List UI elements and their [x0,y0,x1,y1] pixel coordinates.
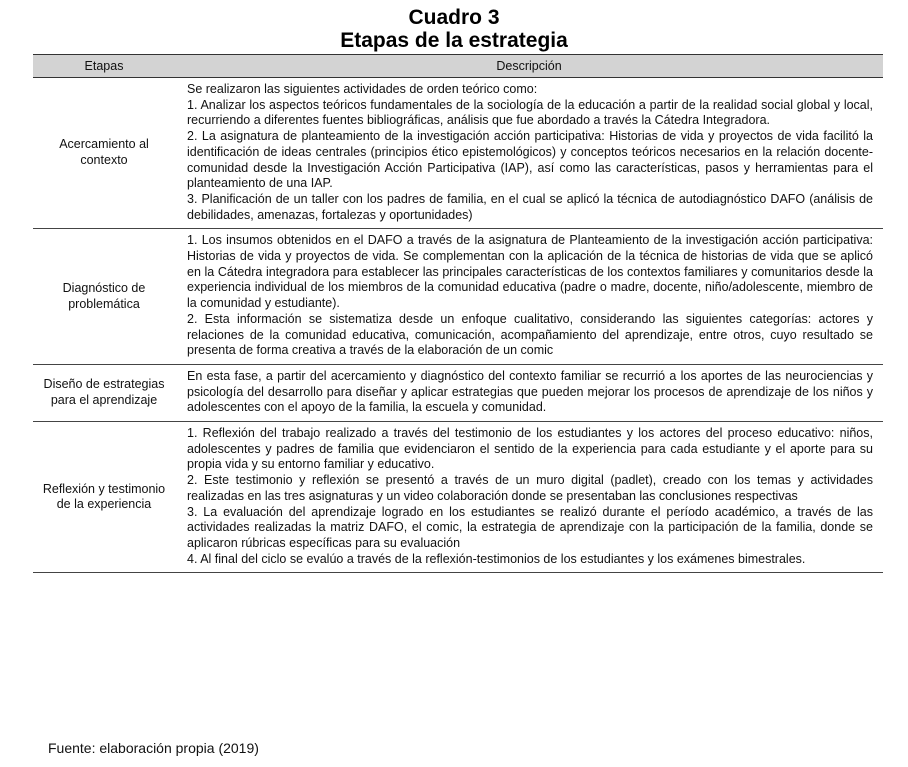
description-line: En esta fase, a partir del acercamiento y diagnóstico del contexto familiar se recurrió a los aportes de las neurociencias y psicología del desarrollo para diseñar y aplicar estrategias que pueden mejorar los procesos de aprendizaje de los niños y adolescentes con el apoyo de la familia, la escuela y comunidad. [187,368,873,415]
stage-label: Diseño de estrategias para el aprendizaje [43,377,165,407]
description-line: 3. La evaluación del aprendizaje logrado en los estudiantes se realizó durante el período académico, a través de las actividades realizadas la matriz DAFO, el comic, la estrategia de aprendizaje con la participación de la familia, donde se aplicaron rúbricas específicas para su evaluación [187,504,873,550]
table-row [33,364,883,421]
table-title [0,6,908,52]
table-row [33,422,883,573]
description-line: 1. Los insumos obtenidos en el DAFO a través de la asignatura de Planteamiento de la investigación acción participativa: Historias de vida y proyectos de vida. Se complementan con la aplicación de la técnica de historias de vida que se aplicó en la Cátedra integradora para establecer las principales características de los contextos familiares y comunitarios desde la experiencia individual de los miembros de la comunidad educativa (padre o madre, docente, niño/adolescente, miembro de la comunidad y estudiante). [187,233,873,311]
table-number: Cuadro 3 [408,6,500,29]
header-description: Descripción [175,55,883,78]
table-row [33,229,883,365]
description-line: 2. La asignatura de planteamiento de la investigación acción participativa: Historias de vida y proyectos de vida facilitó la identificación de ideas centrales (principios ético epistemológicos) y conceptos teóricos necesarios en la relación docente-comunidad desde la Investigación Acción Participativa (IAP), así como las características, pasos y herramientas para el planteamiento de una IAP. [187,129,873,191]
table-caption: Etapas de la estrategia [340,29,568,52]
description-cell [175,78,883,229]
description-line: 1. Reflexión del trabajo realizado a través del testimonio de los estudiantes y los actores del proceso educativo: niños, adolescentes y padres de familia que evidenciaron el sentido de la experiencia para cada estudiante y el aporte para su propia vida y su entorno familiar y educativo. [187,426,873,472]
stage-label: Diagnóstico de problemática [62,280,146,311]
strategy-table [33,54,883,573]
table-row [33,78,883,229]
description-cell [175,229,883,365]
stage-label: Acercamiento al contexto [59,137,149,168]
header-stage: Etapas [33,55,175,78]
description-cell [175,364,883,421]
description-line: 3. Planificación de un taller con los padres de familia, en el cual se aplicó la técnica de autodiagnóstico DAFO (análisis de debilidades, amenazas, fortalezas y oportunidades) [187,191,873,222]
header-row [33,55,883,78]
description-line: 4. Al final del ciclo se evalúo a través de la reflexión-testimonios de los estudiantes y los exámenes bimestrales. [187,551,806,566]
stage-cell [33,229,175,365]
description-line: 2. Esta información se sistematiza desde un enfoque cualitativo, considerando las siguientes categorías: actores y relaciones de la comunidad educativa, comunicación, acompañamiento del aprendizaje, entre otros, cuyo resultado se presenta de forma creativa a través de la elaboración de un comic [187,311,873,358]
stage-cell [33,364,175,421]
description-line: Se realizaron las siguientes actividades de orden teórico como: [187,82,538,96]
stage-cell [33,422,175,573]
description-line: 1. Analizar los aspectos teóricos fundamentales de la sociología de la educación a partir de la realidad social global y local, recurriendo a diferentes fuentes bibliográficas, análisis que fue abordado a través la Cátedra Integradora. [187,97,873,128]
stage-label: Reflexión y testimonio de la experiencia [42,481,166,512]
stage-cell [33,78,175,229]
description-line: 2. Este testimonio y reflexión se presentó a través de un muro digital (padlet), creado con los temas y actividades realizadas en las tres asignaturas y un video colaboración donde se presentaban las conclusiones respectivas [187,473,873,503]
description-cell [175,422,883,573]
source-note: Fuente: elaboración propia (2019) [48,740,259,756]
